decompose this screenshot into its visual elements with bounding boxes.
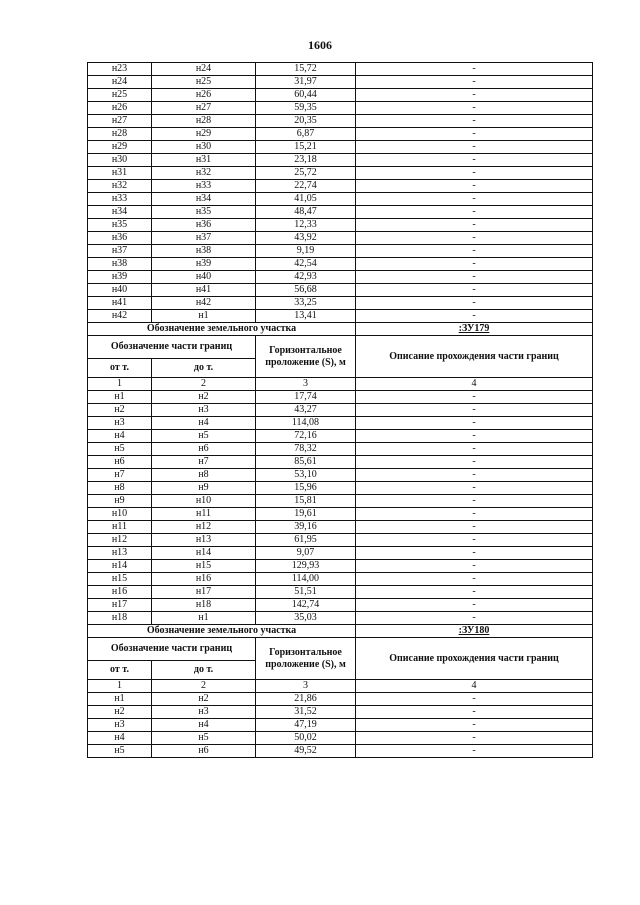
from-point-cell: н30 bbox=[88, 154, 152, 167]
horizontal-distance-cell: 25,72 bbox=[256, 167, 356, 180]
horizontal-distance-cell: 48,47 bbox=[256, 206, 356, 219]
horizontal-distance-cell: 42,93 bbox=[256, 271, 356, 284]
from-point-cell: н34 bbox=[88, 206, 152, 219]
table-row bbox=[88, 732, 593, 745]
from-point-cell: н33 bbox=[88, 193, 152, 206]
from-point-cell: н24 bbox=[88, 76, 152, 89]
from-point-cell: н25 bbox=[88, 89, 152, 102]
description-cell: - bbox=[356, 63, 593, 76]
from-point-cell: н5 bbox=[88, 443, 152, 456]
horizontal-distance-cell: 41,05 bbox=[256, 193, 356, 206]
to-point-cell: н4 bbox=[152, 719, 256, 732]
horizontal-distance-cell: 43,27 bbox=[256, 404, 356, 417]
table-row bbox=[88, 245, 593, 258]
to-point-cell: н16 bbox=[152, 573, 256, 586]
from-point-cell: н37 bbox=[88, 245, 152, 258]
table-row bbox=[88, 76, 593, 89]
table-row bbox=[88, 547, 593, 560]
horizontal-distance-cell: 15,96 bbox=[256, 482, 356, 495]
to-point-cell: н5 bbox=[152, 732, 256, 745]
horizontal-distance-cell: 85,61 bbox=[256, 456, 356, 469]
description-cell: - bbox=[356, 115, 593, 128]
horizontal-distance-cell: 42,54 bbox=[256, 258, 356, 271]
table-row bbox=[88, 193, 593, 206]
from-point-cell: н23 bbox=[88, 63, 152, 76]
table-row bbox=[88, 443, 593, 456]
table-row bbox=[88, 456, 593, 469]
from-point-cell: н18 bbox=[88, 612, 152, 625]
table-row bbox=[88, 599, 593, 612]
table-row bbox=[88, 534, 593, 547]
from-point-cell: н2 bbox=[88, 404, 152, 417]
from-point-cell: н8 bbox=[88, 482, 152, 495]
description-cell: - bbox=[356, 586, 593, 599]
table-row bbox=[88, 560, 593, 573]
parcel-id: :ЗУ179 bbox=[356, 323, 593, 336]
part-of-boundary-header: Обозначение части границ bbox=[88, 638, 256, 661]
to-point-cell: н33 bbox=[152, 180, 256, 193]
description-cell: - bbox=[356, 193, 593, 206]
from-point-cell: н7 bbox=[88, 469, 152, 482]
table-row bbox=[88, 232, 593, 245]
table-row bbox=[88, 297, 593, 310]
table-row bbox=[88, 206, 593, 219]
column-header-row bbox=[88, 638, 593, 661]
boundary-description-header: Описание прохождения части границ bbox=[356, 638, 593, 680]
table-row bbox=[88, 469, 593, 482]
horizontal-distance-cell: 9,19 bbox=[256, 245, 356, 258]
description-cell: - bbox=[356, 180, 593, 193]
from-point-cell: н40 bbox=[88, 284, 152, 297]
boundary-table bbox=[87, 62, 593, 758]
from-point-cell: н5 bbox=[88, 745, 152, 758]
to-point-cell: н15 bbox=[152, 560, 256, 573]
to-point-cell: н42 bbox=[152, 297, 256, 310]
horizontal-distance-cell: 15,72 bbox=[256, 63, 356, 76]
description-cell: - bbox=[356, 719, 593, 732]
horizontal-distance-cell: 15,21 bbox=[256, 141, 356, 154]
to-point-cell: н2 bbox=[152, 693, 256, 706]
from-point-cell: н1 bbox=[88, 693, 152, 706]
from-point-cell: н13 bbox=[88, 547, 152, 560]
to-point-cell: н32 bbox=[152, 167, 256, 180]
from-point-header: от т. bbox=[88, 661, 152, 680]
horizontal-distance-cell: 35,03 bbox=[256, 612, 356, 625]
from-point-header: от т. bbox=[88, 359, 152, 378]
description-cell: - bbox=[356, 232, 593, 245]
to-point-cell: н17 bbox=[152, 586, 256, 599]
column-number-cell: 2 bbox=[152, 378, 256, 391]
description-cell: - bbox=[356, 456, 593, 469]
description-cell: - bbox=[356, 391, 593, 404]
from-point-cell: н29 bbox=[88, 141, 152, 154]
horizontal-distance-cell: 13,41 bbox=[256, 310, 356, 323]
to-point-cell: н9 bbox=[152, 482, 256, 495]
column-number-cell: 2 bbox=[152, 680, 256, 693]
horizontal-distance-cell: 129,93 bbox=[256, 560, 356, 573]
to-point-cell: н10 bbox=[152, 495, 256, 508]
table-row bbox=[88, 391, 593, 404]
from-point-cell: н17 bbox=[88, 599, 152, 612]
table-row bbox=[88, 102, 593, 115]
column-number-row bbox=[88, 680, 593, 693]
to-point-cell: н8 bbox=[152, 469, 256, 482]
description-cell: - bbox=[356, 706, 593, 719]
horizontal-distance-header: Горизонтальное проложение (S), м bbox=[256, 638, 356, 680]
table-row bbox=[88, 63, 593, 76]
description-cell: - bbox=[356, 469, 593, 482]
horizontal-distance-cell: 72,16 bbox=[256, 430, 356, 443]
from-point-cell: н6 bbox=[88, 456, 152, 469]
to-point-cell: н6 bbox=[152, 443, 256, 456]
horizontal-distance-cell: 22,74 bbox=[256, 180, 356, 193]
to-point-cell: н13 bbox=[152, 534, 256, 547]
table-row bbox=[88, 404, 593, 417]
description-cell: - bbox=[356, 89, 593, 102]
description-cell: - bbox=[356, 141, 593, 154]
table-row bbox=[88, 586, 593, 599]
from-point-cell: н4 bbox=[88, 430, 152, 443]
horizontal-distance-cell: 59,35 bbox=[256, 102, 356, 115]
boundary-table-body bbox=[88, 63, 593, 758]
to-point-cell: н3 bbox=[152, 404, 256, 417]
table-row bbox=[88, 417, 593, 430]
table-row bbox=[88, 719, 593, 732]
column-number-cell: 1 bbox=[88, 680, 152, 693]
description-cell: - bbox=[356, 102, 593, 115]
to-point-cell: н30 bbox=[152, 141, 256, 154]
from-point-cell: н28 bbox=[88, 128, 152, 141]
to-point-cell: н35 bbox=[152, 206, 256, 219]
table-row bbox=[88, 573, 593, 586]
horizontal-distance-cell: 20,35 bbox=[256, 115, 356, 128]
to-point-cell: н5 bbox=[152, 430, 256, 443]
horizontal-distance-cell: 50,02 bbox=[256, 732, 356, 745]
horizontal-distance-cell: 60,44 bbox=[256, 89, 356, 102]
table-row bbox=[88, 612, 593, 625]
horizontal-distance-cell: 15,81 bbox=[256, 495, 356, 508]
description-cell: - bbox=[356, 693, 593, 706]
from-point-cell: н10 bbox=[88, 508, 152, 521]
description-cell: - bbox=[356, 732, 593, 745]
to-point-cell: н41 bbox=[152, 284, 256, 297]
to-point-cell: н3 bbox=[152, 706, 256, 719]
horizontal-distance-cell: 9,07 bbox=[256, 547, 356, 560]
description-cell: - bbox=[356, 154, 593, 167]
to-point-cell: н4 bbox=[152, 417, 256, 430]
to-point-cell: н27 bbox=[152, 102, 256, 115]
from-point-cell: н11 bbox=[88, 521, 152, 534]
to-point-cell: н25 bbox=[152, 76, 256, 89]
from-point-cell: н31 bbox=[88, 167, 152, 180]
column-number-row bbox=[88, 378, 593, 391]
description-cell: - bbox=[356, 417, 593, 430]
parcel-label: Обозначение земельного участка bbox=[88, 323, 356, 336]
horizontal-distance-cell: 19,61 bbox=[256, 508, 356, 521]
horizontal-distance-cell: 31,52 bbox=[256, 706, 356, 719]
horizontal-distance-cell: 6,87 bbox=[256, 128, 356, 141]
parcel-label: Обозначение земельного участка bbox=[88, 625, 356, 638]
horizontal-distance-cell: 43,92 bbox=[256, 232, 356, 245]
horizontal-distance-cell: 17,74 bbox=[256, 391, 356, 404]
horizontal-distance-cell: 49,52 bbox=[256, 745, 356, 758]
table-row bbox=[88, 219, 593, 232]
parcel-title-row bbox=[88, 323, 593, 336]
description-cell: - bbox=[356, 430, 593, 443]
to-point-cell: н6 bbox=[152, 745, 256, 758]
description-cell: - bbox=[356, 534, 593, 547]
from-point-cell: н3 bbox=[88, 719, 152, 732]
from-point-cell: н41 bbox=[88, 297, 152, 310]
horizontal-distance-cell: 21,86 bbox=[256, 693, 356, 706]
from-point-cell: н1 bbox=[88, 391, 152, 404]
description-cell: - bbox=[356, 271, 593, 284]
from-point-cell: н15 bbox=[88, 573, 152, 586]
to-point-cell: н11 bbox=[152, 508, 256, 521]
to-point-cell: н39 bbox=[152, 258, 256, 271]
to-point-cell: н2 bbox=[152, 391, 256, 404]
description-cell: - bbox=[356, 521, 593, 534]
to-point-cell: н36 bbox=[152, 219, 256, 232]
to-point-cell: н12 bbox=[152, 521, 256, 534]
description-cell: - bbox=[356, 745, 593, 758]
description-cell: - bbox=[356, 495, 593, 508]
to-point-header: до т. bbox=[152, 661, 256, 680]
from-point-cell: н14 bbox=[88, 560, 152, 573]
description-cell: - bbox=[356, 573, 593, 586]
column-number-cell: 1 bbox=[88, 378, 152, 391]
horizontal-distance-cell: 47,19 bbox=[256, 719, 356, 732]
description-cell: - bbox=[356, 508, 593, 521]
horizontal-distance-cell: 31,97 bbox=[256, 76, 356, 89]
from-point-cell: н16 bbox=[88, 586, 152, 599]
table-row bbox=[88, 154, 593, 167]
horizontal-distance-cell: 56,68 bbox=[256, 284, 356, 297]
description-cell: - bbox=[356, 612, 593, 625]
part-of-boundary-header: Обозначение части границ bbox=[88, 336, 256, 359]
table-row bbox=[88, 430, 593, 443]
horizontal-distance-cell: 33,25 bbox=[256, 297, 356, 310]
table-row bbox=[88, 89, 593, 102]
column-number-cell: 3 bbox=[256, 378, 356, 391]
from-point-cell: н39 bbox=[88, 271, 152, 284]
horizontal-distance-cell: 78,32 bbox=[256, 443, 356, 456]
description-cell: - bbox=[356, 245, 593, 258]
boundary-description-header: Описание прохождения части границ bbox=[356, 336, 593, 378]
table-row bbox=[88, 745, 593, 758]
horizontal-distance-header: Горизонтальное проложение (S), м bbox=[256, 336, 356, 378]
table-row bbox=[88, 693, 593, 706]
to-point-cell: н1 bbox=[152, 612, 256, 625]
parcel-title-row bbox=[88, 625, 593, 638]
to-point-cell: н14 bbox=[152, 547, 256, 560]
column-header-row bbox=[88, 336, 593, 359]
to-point-cell: н38 bbox=[152, 245, 256, 258]
from-point-cell: н3 bbox=[88, 417, 152, 430]
from-point-cell: н36 bbox=[88, 232, 152, 245]
description-cell: - bbox=[356, 76, 593, 89]
description-cell: - bbox=[356, 206, 593, 219]
to-point-cell: н29 bbox=[152, 128, 256, 141]
horizontal-distance-cell: 39,16 bbox=[256, 521, 356, 534]
to-point-cell: н26 bbox=[152, 89, 256, 102]
to-point-cell: н31 bbox=[152, 154, 256, 167]
description-cell: - bbox=[356, 404, 593, 417]
description-cell: - bbox=[356, 128, 593, 141]
to-point-cell: н37 bbox=[152, 232, 256, 245]
from-point-cell: н9 bbox=[88, 495, 152, 508]
description-cell: - bbox=[356, 167, 593, 180]
table-row bbox=[88, 128, 593, 141]
horizontal-distance-cell: 114,08 bbox=[256, 417, 356, 430]
description-cell: - bbox=[356, 443, 593, 456]
to-point-cell: н24 bbox=[152, 63, 256, 76]
description-cell: - bbox=[356, 297, 593, 310]
from-point-cell: н27 bbox=[88, 115, 152, 128]
table-row bbox=[88, 495, 593, 508]
table-row bbox=[88, 115, 593, 128]
to-point-cell: н7 bbox=[152, 456, 256, 469]
to-point-header: до т. bbox=[152, 359, 256, 378]
table-row bbox=[88, 284, 593, 297]
horizontal-distance-cell: 51,51 bbox=[256, 586, 356, 599]
description-cell: - bbox=[356, 560, 593, 573]
table-row bbox=[88, 310, 593, 323]
table-row bbox=[88, 141, 593, 154]
table-row bbox=[88, 271, 593, 284]
table-row bbox=[88, 180, 593, 193]
column-number-cell: 3 bbox=[256, 680, 356, 693]
table-row bbox=[88, 482, 593, 495]
from-point-cell: н26 bbox=[88, 102, 152, 115]
description-cell: - bbox=[356, 284, 593, 297]
description-cell: - bbox=[356, 258, 593, 271]
to-point-cell: н40 bbox=[152, 271, 256, 284]
from-point-cell: н2 bbox=[88, 706, 152, 719]
table-row bbox=[88, 521, 593, 534]
from-point-cell: н12 bbox=[88, 534, 152, 547]
horizontal-distance-cell: 61,95 bbox=[256, 534, 356, 547]
table-row bbox=[88, 508, 593, 521]
horizontal-distance-cell: 53,10 bbox=[256, 469, 356, 482]
from-point-cell: н35 bbox=[88, 219, 152, 232]
description-cell: - bbox=[356, 310, 593, 323]
column-number-cell: 4 bbox=[356, 680, 593, 693]
from-point-cell: н42 bbox=[88, 310, 152, 323]
from-point-cell: н38 bbox=[88, 258, 152, 271]
parcel-id: :ЗУ180 bbox=[356, 625, 593, 638]
to-point-cell: н18 bbox=[152, 599, 256, 612]
table-row bbox=[88, 167, 593, 180]
description-cell: - bbox=[356, 219, 593, 232]
table-row bbox=[88, 706, 593, 719]
description-cell: - bbox=[356, 482, 593, 495]
table-row bbox=[88, 258, 593, 271]
from-point-cell: н32 bbox=[88, 180, 152, 193]
horizontal-distance-cell: 142,74 bbox=[256, 599, 356, 612]
description-cell: - bbox=[356, 547, 593, 560]
from-point-cell: н4 bbox=[88, 732, 152, 745]
to-point-cell: н1 bbox=[152, 310, 256, 323]
horizontal-distance-cell: 12,33 bbox=[256, 219, 356, 232]
to-point-cell: н28 bbox=[152, 115, 256, 128]
horizontal-distance-cell: 23,18 bbox=[256, 154, 356, 167]
description-cell: - bbox=[356, 599, 593, 612]
horizontal-distance-cell: 114,00 bbox=[256, 573, 356, 586]
page-number: 1606 bbox=[308, 38, 332, 52]
to-point-cell: н34 bbox=[152, 193, 256, 206]
column-number-cell: 4 bbox=[356, 378, 593, 391]
